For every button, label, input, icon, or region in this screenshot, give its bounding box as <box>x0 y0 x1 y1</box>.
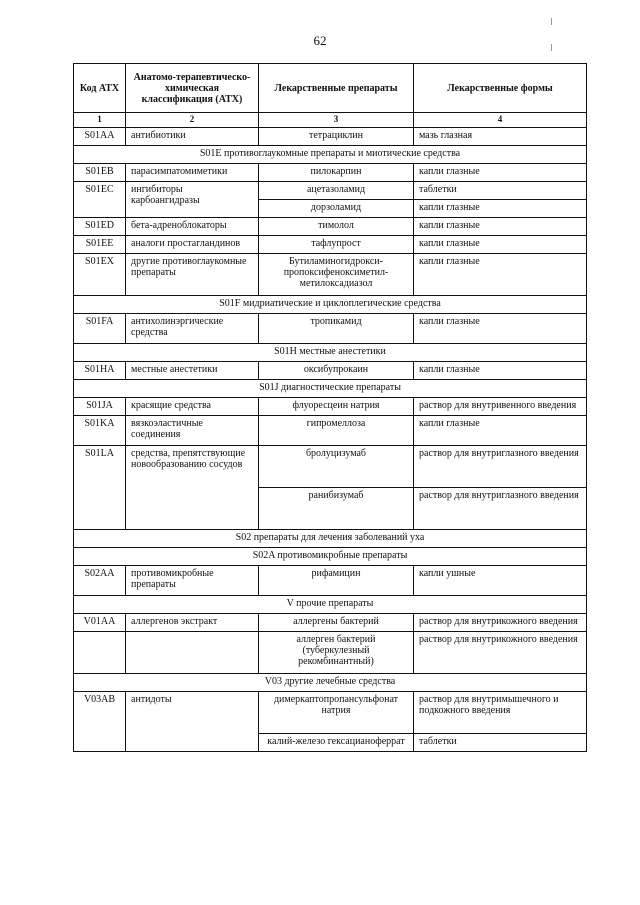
section-row <box>74 146 587 164</box>
atx-code: S01JA <box>74 398 126 416</box>
dosage-form: раствор для внутрикожного введения <box>414 614 587 632</box>
atx-group: антидоты <box>126 692 259 752</box>
header-drugs: Лекарственные препараты <box>259 64 414 113</box>
table-row <box>74 446 587 488</box>
dosage-form: капли глазные <box>414 362 587 380</box>
dosage-form: раствор для внутрикожного введения <box>414 632 587 674</box>
atx-code: V03AB <box>74 692 126 752</box>
atx-code: S01EE <box>74 236 126 254</box>
atx-group: красящие средства <box>126 398 259 416</box>
table-row <box>74 314 587 344</box>
page-number: 62 <box>313 33 327 48</box>
atx-code: S01EB <box>74 164 126 182</box>
dosage-form: раствор для внутриглазного введения <box>414 446 587 488</box>
dosage-form: капли глазные <box>414 236 587 254</box>
table-header-row <box>74 64 587 113</box>
header-atx: Анатомо-терапевтическо-химическая классификация (АТХ) <box>126 64 259 113</box>
atx-group: средства, препятствующие новообразованию сосудов <box>126 446 259 530</box>
atx-code: S01HA <box>74 362 126 380</box>
atx-code: S01LA <box>74 446 126 530</box>
atx-code: S01FA <box>74 314 126 344</box>
atx-group: аллергенов экстракт <box>126 614 259 632</box>
table-row <box>74 164 587 182</box>
section-title: S01H местные анестетики <box>74 344 587 362</box>
column-number: 2 <box>126 113 259 128</box>
drug-name: гипромеллоза <box>259 416 414 446</box>
dosage-form: капли глазные <box>414 200 587 218</box>
atx-group: парасимпатомиметики <box>126 164 259 182</box>
dosage-form: мазь глазная <box>414 128 587 146</box>
section-row <box>74 674 587 692</box>
drug-name: бролуцизумаб <box>259 446 414 488</box>
atx-group: антибиотики <box>126 128 259 146</box>
dosage-form: капли ушные <box>414 566 587 596</box>
margin-mark <box>551 44 552 51</box>
column-number: 4 <box>414 113 587 128</box>
table-row <box>74 566 587 596</box>
atx-group-empty <box>126 632 259 674</box>
drug-name: аллерген бактерий (туберкулезный рекомбинантный) <box>259 632 414 674</box>
drug-name: рифамицин <box>259 566 414 596</box>
table-row <box>74 632 587 674</box>
atx-code: S02AA <box>74 566 126 596</box>
table-row <box>74 692 587 734</box>
dosage-form: капли глазные <box>414 416 587 446</box>
section-title: S01E противоглаукомные препараты и миотические средства <box>74 146 587 164</box>
drug-name: аллергены бактерий <box>259 614 414 632</box>
section-title: S02 препараты для лечения заболеваний уха <box>74 530 587 548</box>
dosage-form: раствор для внутривенного введения <box>414 398 587 416</box>
section-title: V03 другие лечебные средства <box>74 674 587 692</box>
drug-name: тропикамид <box>259 314 414 344</box>
column-number: 3 <box>259 113 414 128</box>
table-row <box>74 128 587 146</box>
dosage-form: капли глазные <box>414 218 587 236</box>
table-row <box>74 398 587 416</box>
drug-name: тафлупрост <box>259 236 414 254</box>
atx-group: бета-адреноблокаторы <box>126 218 259 236</box>
column-number: 1 <box>74 113 126 128</box>
drug-name: ранибизумаб <box>259 488 414 530</box>
atx-table <box>73 63 587 752</box>
drug-name: флуоресцеин натрия <box>259 398 414 416</box>
table-row <box>74 182 587 200</box>
atx-group: другие противоглаукомные препараты <box>126 254 259 296</box>
margin-mark <box>551 18 552 25</box>
atx-group: противомикробные препараты <box>126 566 259 596</box>
section-row <box>74 380 587 398</box>
atx-code: S01KA <box>74 416 126 446</box>
atx-code: S01EX <box>74 254 126 296</box>
table-row <box>74 362 587 380</box>
atx-group: аналоги простагландинов <box>126 236 259 254</box>
atx-code: S01ED <box>74 218 126 236</box>
table-row <box>74 416 587 446</box>
atx-code: V01AA <box>74 614 126 632</box>
dosage-form: раствор для внутриглазного введения <box>414 488 587 530</box>
table-row <box>74 614 587 632</box>
drug-name: ацетазоламид <box>259 182 414 200</box>
section-title: S01J диагностические препараты <box>74 380 587 398</box>
section-row <box>74 296 587 314</box>
drug-name: тетрациклин <box>259 128 414 146</box>
drug-name: дорзоламид <box>259 200 414 218</box>
column-number-row <box>74 113 587 128</box>
dosage-form: капли глазные <box>414 254 587 296</box>
drug-name: пилокарпин <box>259 164 414 182</box>
atx-group: местные анестетики <box>126 362 259 380</box>
section-row <box>74 530 587 548</box>
section-row <box>74 344 587 362</box>
header-forms: Лекарственные формы <box>414 64 587 113</box>
atx-group: вязкоэластичные соединения <box>126 416 259 446</box>
section-row <box>74 596 587 614</box>
drug-name: калий-железо гексацианоферрат <box>259 734 414 752</box>
dosage-form: капли глазные <box>414 164 587 182</box>
atx-code: S01EC <box>74 182 126 218</box>
section-title: V прочие препараты <box>74 596 587 614</box>
dosage-form: таблетки <box>414 182 587 200</box>
drug-name: оксибупрокаин <box>259 362 414 380</box>
dosage-form: таблетки <box>414 734 587 752</box>
drug-name: тимолол <box>259 218 414 236</box>
atx-group: антихолинэргические средства <box>126 314 259 344</box>
section-row <box>74 548 587 566</box>
atx-code: S01AA <box>74 128 126 146</box>
atx-group: ингибиторы карбоангидразы <box>126 182 259 218</box>
drug-name: димеркаптопропансульфонат натрия <box>259 692 414 734</box>
section-title: S02A противомикробные препараты <box>74 548 587 566</box>
table-row <box>74 236 587 254</box>
header-code: Код АТХ <box>74 64 126 113</box>
dosage-form: капли глазные <box>414 314 587 344</box>
atx-code-empty <box>74 632 126 674</box>
section-title: S01F мидриатические и циклоплегические средства <box>74 296 587 314</box>
dosage-form: раствор для внутримышечного и подкожного введения <box>414 692 587 734</box>
table-row <box>74 218 587 236</box>
drug-name: Бутиламиногидрокси-пропоксифеноксиметил-метилоксадиазол <box>259 254 414 296</box>
table-row <box>74 254 587 296</box>
